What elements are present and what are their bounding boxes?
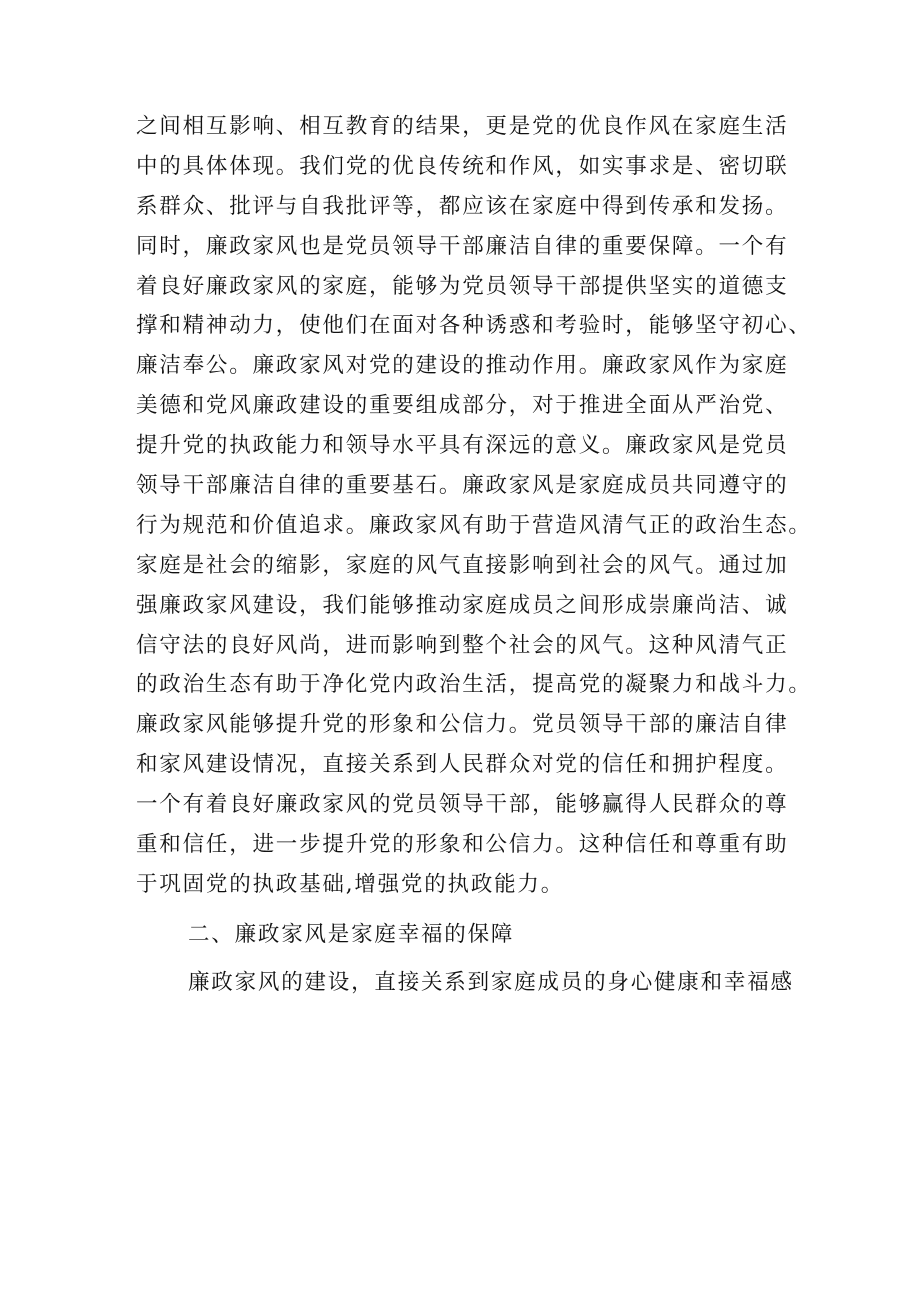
text-line-15: 的政治生态有助于净化党内政治生活，提高党的凝聚力和战斗力。 (136, 672, 812, 698)
text-line-6: 撑和精神动力，使他们在面对各种诱惑和考验时，能够坚守初心、 (136, 313, 812, 339)
text-line-13: 强廉政家风建设，我们能够推动家庭成员之间形成崇廉尚洁、诚 (136, 592, 789, 618)
text-line-8: 美德和党风廉政建设的重要组成部分，对于推进全面从严治党、 (136, 393, 789, 419)
text-line-18: 一个有着良好廉政家风的党员领导干部，能够赢得人民群众的尊 (136, 792, 789, 818)
text-line-3: 系群众、批评与自我批评等，都应该在家庭中得到传承和发扬。 (136, 193, 789, 219)
text-line-5: 着良好廉政家风的家庭，能够为党员领导干部提供坚实的道德支 (136, 273, 789, 299)
text-line-19: 重和信任，进一步提升党的形象和公信力。这种信任和尊重有助 (136, 832, 789, 858)
text-line-14: 信守法的良好风尚，进而影响到整个社会的风气。这种风清气正 (136, 632, 789, 658)
text-line-9: 提升党的执政能力和领导水平具有深远的意义。廉政家风是党员 (136, 433, 789, 459)
text-line-16: 廉政家风能够提升党的形象和公信力。党员领导干部的廉洁自律 (136, 712, 789, 738)
body-text (136, 107, 816, 1007)
text-line-17: 和家风建设情况，直接关系到人民群众对党的信任和拥护程度。 (136, 752, 789, 778)
text-line-10: 领导干部廉洁自律的重要基石。廉政家风是家庭成员共同遵守的 (136, 473, 789, 499)
section-first-line: 廉政家风的建设，直接关系到家庭成员的身心健康和幸福感 (188, 969, 794, 995)
text-line-7: 廉洁奉公。廉政家风对党的建设的推动作用。廉政家风作为家庭 (136, 353, 789, 379)
text-line-12: 家庭是社会的缩影，家庭的风气直接影响到社会的风气。通过加 (136, 552, 789, 578)
section-heading: 二、廉政家风是家庭幸福的保障 (188, 921, 515, 947)
text-line-4: 同时，廉政家风也是党员领导干部廉洁自律的重要保障。一个有 (136, 233, 789, 259)
text-line-11: 行为规范和价值追求。廉政家风有助于营造风清气正的政治生态。 (136, 512, 812, 538)
text-line-2: 中的具体体现。我们党的优良传统和作风，如实事求是、密切联 (136, 153, 789, 179)
text-line-1: 之间相互影响、相互教育的结果，更是党的优良作风在家庭生活 (136, 114, 789, 139)
text-line-20: 于巩固党的执政基础,增强党的执政能力。 (136, 871, 565, 897)
